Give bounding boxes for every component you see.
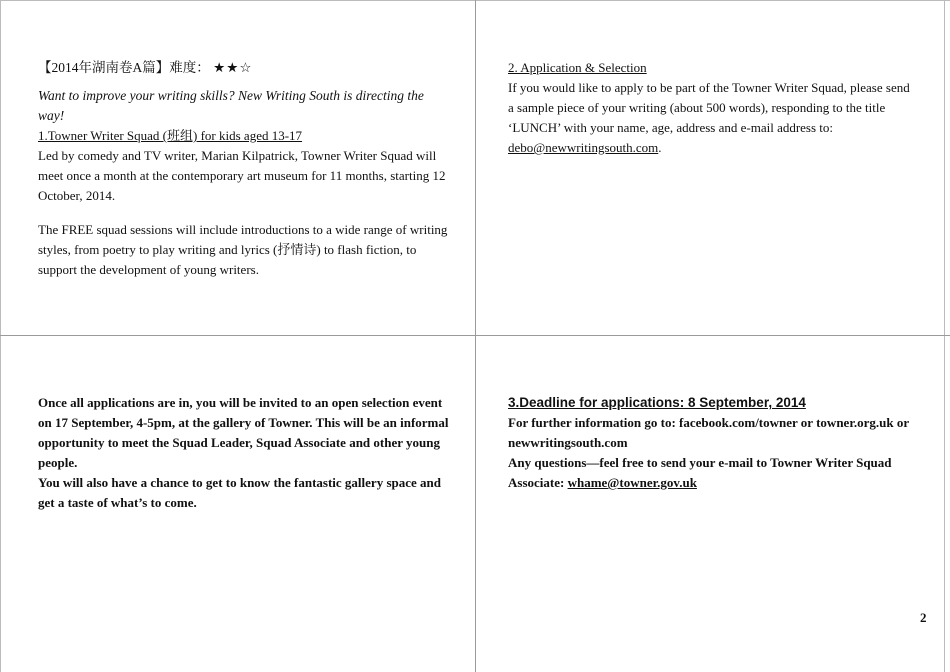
exam-header-text: 【2014年湖南卷A篇】难度： — [38, 60, 210, 75]
paragraph-sessions: The FREE squad sessions will include introductions to a wide range of writing styles, from poetry to play writing and lyrics (抒情诗) to flash fiction, to support the development of young writers. — [38, 222, 448, 277]
paragraph-application — [508, 78, 918, 158]
slide-1 — [38, 58, 448, 280]
difficulty-stars: ★★☆ — [213, 60, 253, 75]
section-heading-3: 3.Deadline for applications: 8 September, 2014 — [508, 395, 806, 410]
intro-line: Want to improve your writing skills? New Writing South is directing the way! — [38, 88, 424, 123]
divider-horizontal — [0, 335, 950, 336]
page-border-left — [0, 0, 1, 672]
paragraph-further-info: For further information go to: facebook.com/towner or towner.org.uk or newwritingsouth.com — [508, 415, 909, 450]
email-link-debo[interactable]: debo@newwritingsouth.com — [508, 140, 659, 155]
paragraph-selection-event: Once all applications are in, you will be invited to an open selection event on 17 September, 4-5pm, at the gallery of Towner. This will be an informal opportunity to meet the Squad Leader, Squad Associate and other young people. — [38, 395, 449, 470]
divider-vertical — [475, 0, 476, 672]
trailing-period: . — [658, 140, 662, 155]
page-number: 2 — [920, 610, 927, 625]
section-heading-2: 2. Application & Selection — [508, 60, 647, 75]
slide-4 — [508, 393, 918, 493]
application-text: If you would like to apply to be part of the Towner Writer Squad, please send a sample piece of your writing (about 500 words), responding to the title ‘LUNCH’ with your name, age, address and e-mail address to: — [508, 80, 910, 135]
exam-header — [38, 58, 448, 78]
questions-text: Any questions—feel free to send your e-mail to Towner Writer Squad Associate: — [508, 455, 892, 490]
section-heading-1: 1.Towner Writer Squad (班组) for kids aged 13-17 — [38, 128, 303, 143]
page-border-right — [944, 0, 945, 672]
paragraph-gallery: You will also have a chance to get to know the fantastic gallery space and get a taste of what’s to come. — [38, 475, 441, 510]
slide-3 — [38, 393, 458, 513]
paragraph-questions — [508, 453, 918, 493]
slide-2 — [508, 58, 918, 158]
paragraph-squad-details: Led by comedy and TV writer, Marian Kilpatrick, Towner Writer Squad will meet once a month at the contemporary art museum for 11 months, starting 12 October, 2014. — [38, 148, 446, 203]
email-link-whame[interactable]: whame@towner.gov.uk — [567, 475, 697, 490]
